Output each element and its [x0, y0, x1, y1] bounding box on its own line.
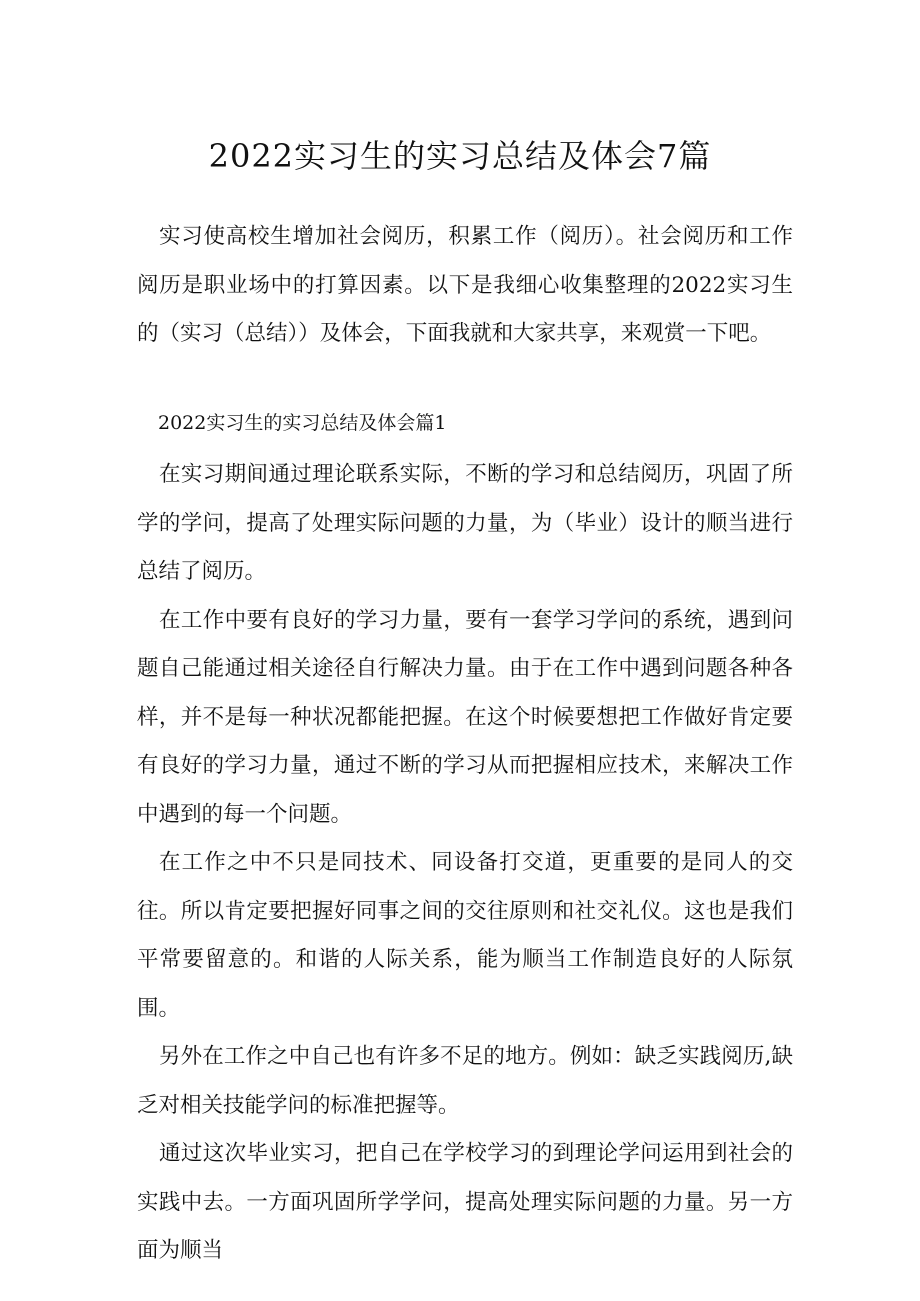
document-title: 2022实习生的实习总结及体会7篇 — [208, 137, 712, 175]
intro-paragraph: 实习使高校生增加社会阅历，积累工作（阅历）。社会阅历和工作阅历是职业场中的打算因素。以下是我细心收集整理的2022实习生的（实习（总结））及体会，下面我就和大家共享，来观赏一下吧。 — [137, 224, 793, 346]
section-body — [137, 451, 793, 1276]
paragraph: 另外在工作之中自己也有许多不足的地方。例如：缺乏实践阅历,缺乏对相关技能学问的标准把握等。 — [137, 1044, 793, 1118]
paragraph: 通过这次毕业实习，把自己在学校学习的到理论学问运用到社会的实践中去。一方面巩固所学学问，提高处理实际问题的力量。另一方面为顺当 — [137, 1141, 793, 1263]
paragraph: 在工作中要有良好的学习力量，要有一套学习学问的系统，遇到问题自己能通过相关途径自行解决力量。由于在工作中遇到问题各种各样，并不是每一种状况都能把握。在这个时候要想把工作做好肯定要有良好的学习力量，通过不断的学习从而把握相应技术，来解决工作中遇到的每一个问题。 — [137, 607, 793, 827]
section-heading: 2022实习生的实习总结及体会篇1 — [158, 412, 447, 434]
paragraph: 在工作之中不只是同技术、同设备打交道，更重要的是同人的交往。所以肯定要把握好同事之间的交往原则和社交礼仪。这也是我们平常要留意的。和谐的人际关系，能为顺当工作制造良好的人际氛围。 — [137, 850, 793, 1021]
paragraph: 在实习期间通过理论联系实际，不断的学习和总结阅历，巩固了所学的学问，提高了处理实际问题的力量，为（毕业）设计的顺当进行总结了阅历。 — [137, 462, 793, 584]
